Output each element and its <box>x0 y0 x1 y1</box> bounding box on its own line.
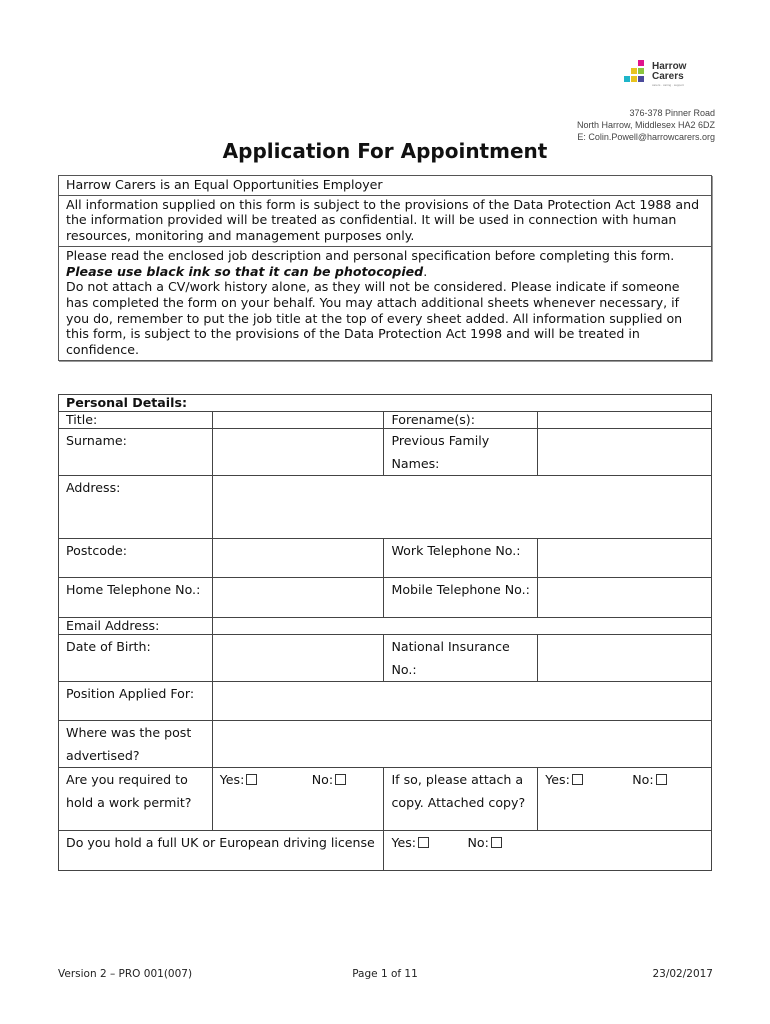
attach-copy-label: If so, please attach a copy. Attached copy? <box>384 768 538 831</box>
read-instruction: Please read the enclosed job description and personal specification before completing this form. <box>66 247 675 263</box>
footer-page-number: Page 1 of 11 <box>352 968 418 980</box>
page-title: Application For Appointment <box>222 139 548 163</box>
intro-box <box>58 175 712 361</box>
checkbox-icon[interactable] <box>418 837 429 848</box>
driving-license-no[interactable]: No: <box>467 831 501 854</box>
footer-version: Version 2 – PRO 001(007) <box>58 968 193 980</box>
email-field[interactable] <box>212 618 711 635</box>
attach-copy-yes[interactable]: Yes: <box>545 768 632 791</box>
logo-square-magenta <box>638 60 644 66</box>
checkbox-icon[interactable] <box>246 774 257 785</box>
position-applied-field[interactable] <box>212 682 711 721</box>
home-telephone-field[interactable] <box>212 578 384 618</box>
checkbox-icon[interactable] <box>491 837 502 848</box>
ni-field[interactable] <box>538 635 712 682</box>
dob-label: Date of Birth: <box>59 635 213 682</box>
personal-details-table <box>58 394 712 871</box>
cv-instruction: Do not attach a CV/work history alone, as they will not be considered. Please indicate if someone has completed the form on your behalf. You may attach additional sheets whenever necessary, if you do, remember to put the job title at the top of every sheet added. All information supplied on this form, is subject to the provisions of the Data Protection Act 1998 and will be treated in confidence. <box>66 279 683 358</box>
ink-instruction: Please use black ink so that it can be photocopied <box>66 263 424 279</box>
checkbox-icon[interactable] <box>572 774 583 785</box>
dob-field[interactable] <box>212 635 384 682</box>
attach-copy-no[interactable]: No: <box>632 768 666 791</box>
postcode-label: Postcode: <box>59 539 213 578</box>
mobile-telephone-field[interactable] <box>538 578 712 618</box>
title-label: Title: <box>59 412 213 429</box>
logo-tagline: carers · caring · support <box>652 83 684 87</box>
work-permit-yes[interactable]: Yes: <box>220 768 312 791</box>
advertised-label: Where was the post advertised? <box>59 721 213 768</box>
address-label: Address: <box>59 476 213 539</box>
home-telephone-label: Home Telephone No.: <box>59 578 213 618</box>
mobile-telephone-label: Mobile Telephone No.: <box>384 578 538 618</box>
forename-field[interactable] <box>538 412 712 429</box>
surname-field[interactable] <box>212 429 384 476</box>
driving-license-yes[interactable]: Yes: <box>391 831 467 854</box>
driving-license-label: Do you hold a full UK or European driving license <box>59 831 384 871</box>
logo-square-yellow <box>631 68 637 74</box>
personal-details-heading: Personal Details: <box>59 395 712 412</box>
advertised-field[interactable] <box>212 721 711 768</box>
work-telephone-label: Work Telephone No.: <box>384 539 538 578</box>
footer-date: 23/02/2017 <box>652 968 713 980</box>
work-permit-label: Are you required to hold a work permit? <box>59 768 213 831</box>
data-protection-statement: All information supplied on this form is subject to the provisions of the Data Protection Act 1988 and the information provided will be treated as confidential. It will be used in connection with human resources, monitoring and management purposes only. <box>59 196 711 247</box>
previous-family-names-field[interactable] <box>538 429 712 476</box>
address-email: E: Colin.Powell@harrowcarers.org <box>577 132 715 143</box>
logo-square-yellow-2 <box>631 76 637 82</box>
surname-label: Surname: <box>59 429 213 476</box>
previous-family-names-label: Previous Family Names: <box>384 429 538 476</box>
checkbox-icon[interactable] <box>335 774 346 785</box>
logo-square-cyan <box>624 76 630 82</box>
work-permit-options <box>212 768 384 831</box>
logo <box>624 60 724 92</box>
forename-label: Forename(s): <box>384 412 538 429</box>
equal-opportunities-statement: Harrow Carers is an Equal Opportunities Employer <box>59 176 711 196</box>
work-permit-no[interactable]: No: <box>312 768 346 791</box>
address-field[interactable] <box>212 476 711 539</box>
address-line-1: 376-378 Pinner Road <box>629 108 715 118</box>
driving-license-options <box>384 831 712 871</box>
email-label: Email Address: <box>59 618 213 635</box>
logo-square-green <box>638 68 644 74</box>
logo-wordmark: Harrow Carers <box>652 61 687 82</box>
ni-label: National Insurance No.: <box>384 635 538 682</box>
work-telephone-field[interactable] <box>538 539 712 578</box>
checkbox-icon[interactable] <box>656 774 667 785</box>
attach-copy-options <box>538 768 712 831</box>
address-line-2: North Harrow, Middlesex HA2 6DZ <box>576 120 715 131</box>
title-field[interactable] <box>212 412 384 429</box>
logo-square-blue <box>638 76 644 82</box>
postcode-field[interactable] <box>212 539 384 578</box>
position-applied-label: Position Applied For: <box>59 682 213 721</box>
instructions <box>59 247 711 360</box>
ink-instruction-line: Please use black ink so that it can be photocopied. <box>66 263 428 279</box>
